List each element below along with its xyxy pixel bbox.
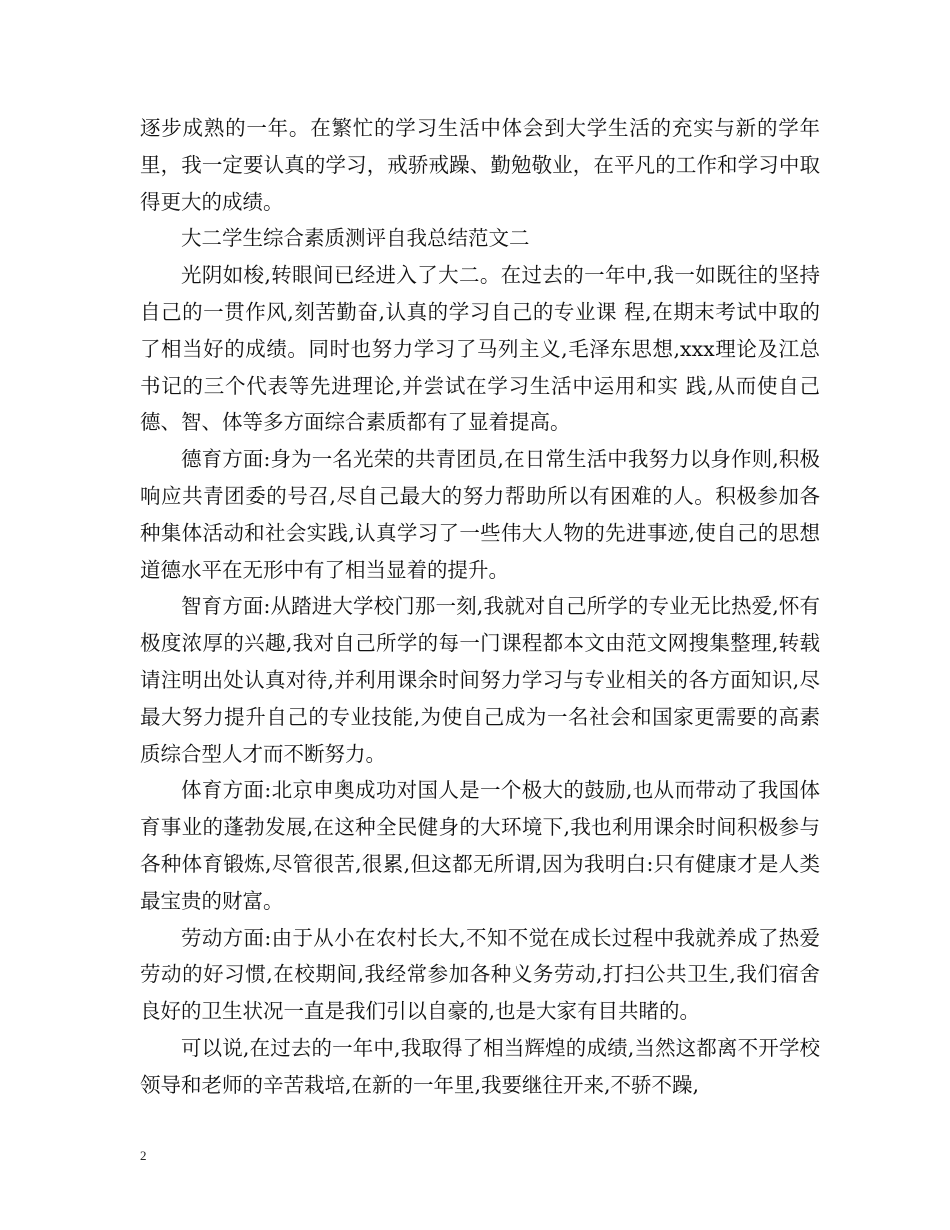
paragraph: 光阴如梭,转眼间已经进入了大二。在过去的一年中,我一如既往的坚持自己的一贯作风,刻苦勤奋,认真的学习自己的专业课 程,在期末考试中取的了相当好的成绩。同时也努力学习了马列主义,毛泽东思想,xxx理论及江总书记的三个代表等先进理论,并尝试在学习生活中运用和实 践,从而使自己德、智、体等多方面综合素质都有了显着提高。 <box>140 263 820 435</box>
paragraph: 劳动方面:由于从小在农村长大,不知不觉在成长过程中我就养成了热爱劳动的好习惯,在校期间,我经常参加各种义务劳动,打扫公共卫生,我们宿舍良好的卫生状况一直是我们引以自豪的,也是大家有目共睹的。 <box>140 925 820 1024</box>
paragraph: 智育方面:从踏进大学校门那一刻,我就对自己所学的专业无比热爱,怀有极度浓厚的兴趣,我对自己所学的每一门课程都本文由范文网搜集整理,转载请注明出处认真对待,并利用课余时间努力学习与专业相关的各方面知识,尽最大努力提升自己的专业技能,为使自己成为一名社会和国家更需要的高素质综合型人才而不断努力。 <box>140 594 820 766</box>
paragraph: 体育方面:北京申奥成功对国人是一个极大的鼓励,也从而带动了我国体育事业的蓬勃发展,在这种全民健身的大环境下,我也利用课余时间积极参与各种体育锻炼,尽管很苦,很累,但这都无所谓,因为我明白:只有健康才是人类最宝贵的财富。 <box>140 778 820 913</box>
paragraph: 逐步成熟的一年。在繁忙的学习生活中体会到大学生活的充实与新的学年里，我一定要认真的学习，戒骄戒躁、勤勉敬业，在平凡的工作和学习中取得更大的成绩。 <box>140 116 820 214</box>
document-body <box>140 110 820 1104</box>
page-number: 2 <box>140 1148 147 1163</box>
paragraph: 德育方面:身为一名光荣的共青团员,在日常生活中我努力以身作则,积极响应共青团委的号召,尽自己最大的努力帮助所以有困难的人。积极参加各种集体活动和社会实践,认真学习了一些伟大人物的先进事迹,使自己的思想道德水平在无形中有了相当显着的提升。 <box>140 447 820 582</box>
paragraph: 可以说,在过去的一年中,我取得了相当辉煌的成绩,当然这都离不开学校领导和老师的辛苦栽培,在新的一年里,我要继往开来,不骄不躁, <box>140 1035 820 1097</box>
section-heading: 大二学生综合素质测评自我总结范文二 <box>181 226 530 251</box>
